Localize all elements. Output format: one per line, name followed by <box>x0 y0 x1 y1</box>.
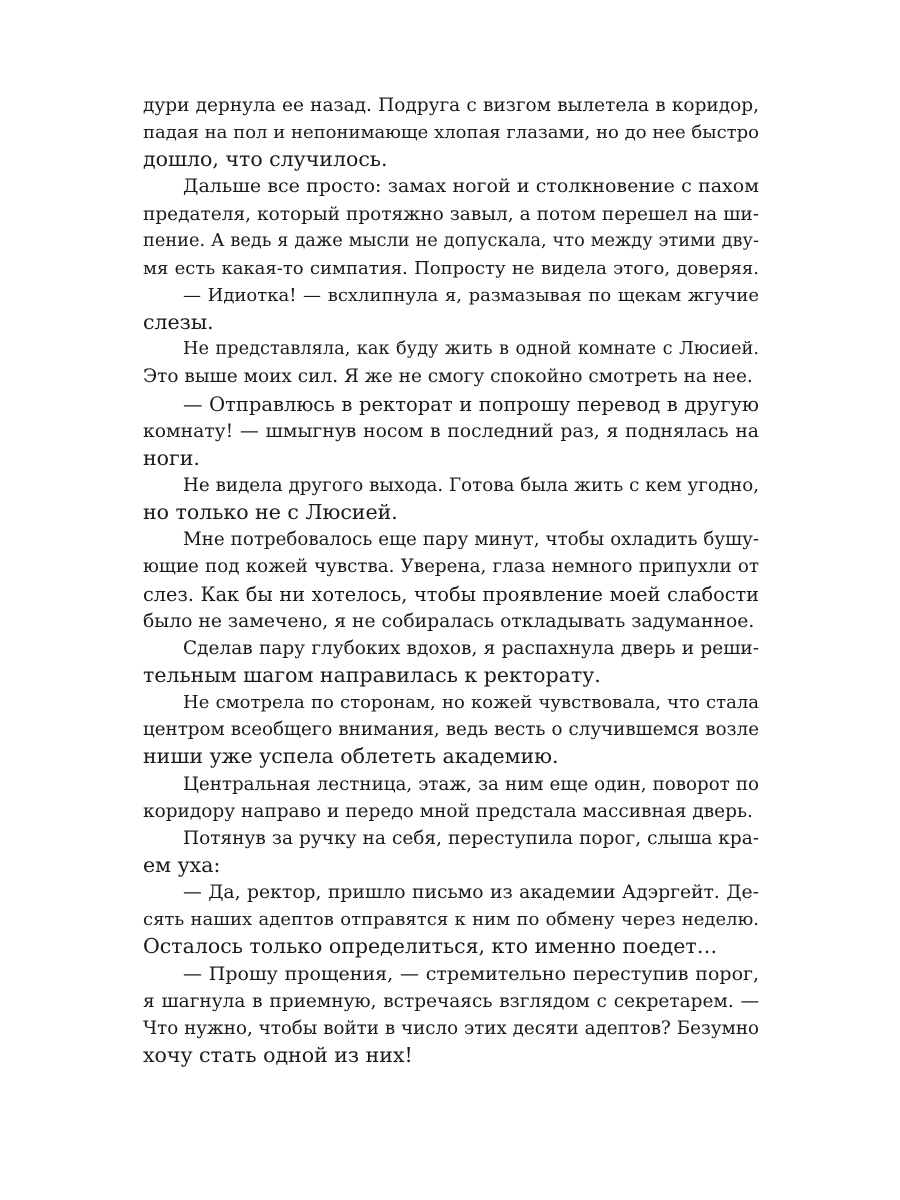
text-line: ющие под кожей чувства. Уверена, глаза немного припухли от <box>143 556 759 578</box>
text-line: комнату! — шмыгнув носом в последний раз, я поднялась на <box>143 420 759 442</box>
text-line: предателя, который протяжно завыл, а потом перешел на ши- <box>143 203 759 225</box>
text-line: я шагнула в приемную, встречаясь взглядом с секретарем. — <box>143 990 759 1012</box>
text-line: Мне потребовалось еще пару минут, чтобы охладить бушу- <box>183 529 759 551</box>
text-line: мя есть какая-то симпатия. Попросту не видела этого, доверяя. <box>143 257 759 279</box>
text-line: — Отправлюсь в ректорат и попрошу перевод в другую <box>183 392 759 416</box>
text-line: дошло, что случилось. <box>143 147 388 172</box>
text-line: Не видела другого выхода. Готова была жить с кем угодно, <box>183 474 759 496</box>
text-line: но только не с Люсией. <box>143 500 398 525</box>
text-line: дури дернула ее назад. Подруга с визгом вылетела в коридор, <box>143 95 759 116</box>
text-line: падая на пол и непонимающе хлопая глазами, но до нее быстро <box>143 122 759 144</box>
text-line: Что нужно, чтобы войти в число этих десяти адептов? Безумно <box>143 1017 759 1039</box>
text-line: Дальше все просто: замах ногой и столкновение с пахом <box>183 175 759 198</box>
text-line: Центральная лестница, этаж, за ним еще один, поворот по <box>183 773 759 795</box>
text-line: пение. А ведь я даже мысли не допускала, что между этими дву- <box>143 230 759 251</box>
text-line: ниши уже успела облететь академию. <box>143 744 559 769</box>
text-line: сять наших адептов отправятся к ним по обмену через неделю. <box>143 909 759 931</box>
text-line: тельным шагом направилась к ректорату. <box>143 662 601 687</box>
text-line: Это выше моих сил. Я же не смогу спокойно смотреть на нее. <box>143 366 753 388</box>
text-line: слезы. <box>143 310 214 335</box>
page-text <box>143 92 759 1069</box>
text-line: Сделав пару глубоких вдохов, я распахнула дверь и реши- <box>183 637 759 659</box>
text-line: Не представляла, как буду жить в одной комнате с Люсией. <box>183 339 759 360</box>
text-line: коридору направо и передо мной предстала массивная дверь. <box>143 800 753 822</box>
text-line: — Идиотка! — всхлипнула я, размазывая по щекам жгучие <box>183 284 759 306</box>
text-line: — Да, ректор, пришло письмо из академии Адэргейт. Де- <box>183 882 759 904</box>
text-line: центром всеобщего внимания, ведь весть о случившемся возле <box>143 719 759 741</box>
text-line: Не смотрела по сторонам, но кожей чувствовала, что стала <box>183 692 759 714</box>
text-line: ноги. <box>143 445 200 470</box>
text-line: — Прошу прощения, — стремительно переступив порог, <box>183 962 759 985</box>
text-line: хочу стать одной из них! <box>143 1042 413 1067</box>
text-line: ем уха: <box>143 852 221 877</box>
text-line: Осталось только определиться, кто именно поедет… <box>143 934 718 959</box>
text-line: Потянув за ручку на себя, переступила порог, слыша кра- <box>183 827 759 849</box>
text-line: было не замечено, я не собиралась откладывать задуманное. <box>143 610 755 632</box>
text-line: слез. Как бы ни хотелось, чтобы проявление моей слабости <box>143 582 759 606</box>
